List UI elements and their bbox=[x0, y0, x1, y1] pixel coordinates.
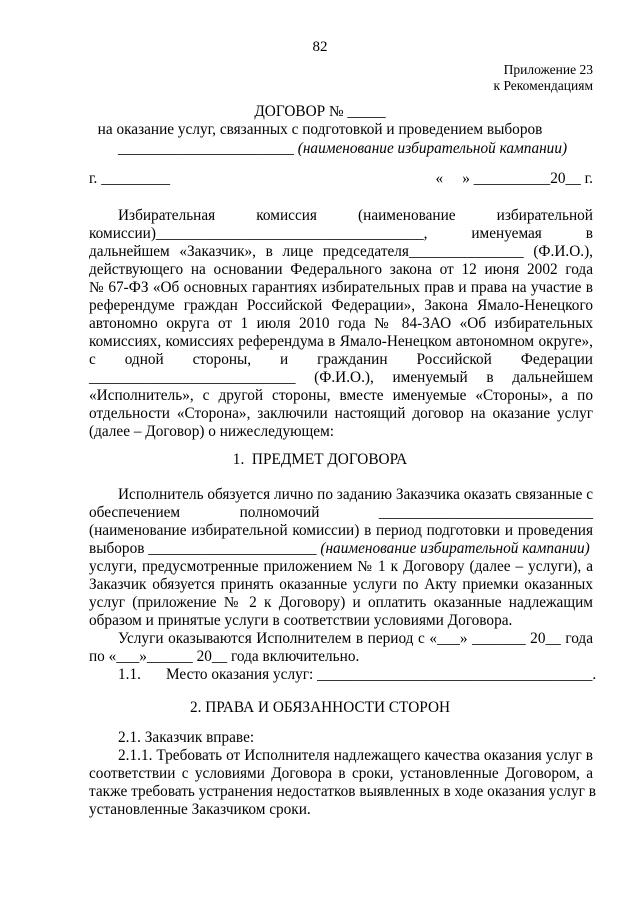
item-2-1-1-line: также требовать устранения недостатков выявленных в ходе оказания услуг в bbox=[89, 783, 596, 800]
section-1-line: обеспечением полномочий ____________________________ bbox=[89, 504, 593, 521]
services-period-line: Услуги оказываются Исполнителем в период с «___» _______ 20__ года bbox=[118, 630, 593, 647]
date-field: « » __________20__ г. bbox=[435, 170, 593, 187]
section-1-line: (наименование избирательной комиссии) в период подготовки и проведения bbox=[89, 522, 593, 539]
campaign-blank: _______________________ bbox=[118, 140, 294, 157]
campaign-hint: (наименование избирательной кампании) bbox=[297, 140, 568, 157]
elections-blank: ______________________ bbox=[148, 540, 317, 557]
intro-line: действующего на основании Федерального закона от 12 июня 2002 года bbox=[89, 261, 593, 278]
intro-line: референдуме граждан Российской Федерации», Закона Ямало-Ненецкого bbox=[89, 297, 593, 314]
intro-line: отдельности «Сторона», заключили настоящий договор на оказание услуг bbox=[89, 405, 593, 422]
item-2-1-1-line: соответствии с условиями Договора в сроки, установленные Договором, а bbox=[89, 765, 593, 782]
intro-line: комиссиях, комиссиях референдума в Ямало-Ненецком автономном округе», bbox=[89, 333, 593, 350]
section-1-line: Заказчик обязуется принять оказанные услуги по Акту приемки оказанных bbox=[89, 576, 593, 593]
item-2-1-1-line: установленные Заказчиком сроки. bbox=[89, 801, 311, 818]
section-1-line: услуг (приложение № 2 к Договору) и оплатить оказанные надлежащим bbox=[89, 594, 593, 611]
intro-line: (далее – Договор) о нижеследующем: bbox=[89, 423, 335, 440]
intro-line: № 67-ФЗ «Об основных гарантиях избирательных прав и права на участие в bbox=[89, 279, 593, 296]
contract-subtitle: на оказание услуг, связанных с подготовкой и проведением выборов bbox=[97, 121, 543, 138]
section-1-title: 1. ПРЕДМЕТ ДОГОВОРА bbox=[232, 451, 408, 468]
section-1-line: услуги, предусмотренные приложением № 1 к Договору (далее – услуги), а bbox=[89, 558, 593, 575]
intro-line: Избирательная комиссия (наименование избирательной bbox=[118, 207, 593, 224]
section-1-line: Исполнитель обязуется лично по заданию Заказчика оказать связанные с bbox=[118, 486, 593, 503]
elections-word: выборов bbox=[89, 540, 145, 557]
appendix-line-1: Приложение 23 bbox=[503, 62, 593, 77]
intro-line: «Исполнитель», с другой стороны, вместе именуемые «Стороны», а по bbox=[89, 387, 593, 404]
intro-line: ___________________________ (Ф.И.О.), именуемый в дальнейшем bbox=[89, 369, 593, 386]
contract-title: ДОГОВОР № _____ bbox=[254, 103, 386, 120]
elections-hint: (наименование избирательной кампании) bbox=[320, 540, 590, 557]
campaign-line bbox=[118, 140, 567, 158]
services-period-line: по «___»______ 20__ года включительно. bbox=[89, 648, 360, 665]
page-number: 82 bbox=[312, 39, 328, 55]
city-field: г. _________ bbox=[89, 170, 171, 187]
section-1-elections-line bbox=[89, 540, 590, 558]
item-1-1-number: 1.1. bbox=[118, 666, 141, 683]
intro-line: дальнейшем «Заказчик», в лице председателя_______________ (Ф.И.О.), bbox=[89, 243, 593, 260]
intro-line: с одной стороны, и гражданин Российской Федерации bbox=[89, 351, 593, 368]
item-1-1-text: Место оказания услуг: ____________________________________. bbox=[166, 666, 597, 683]
appendix-line-2: к Рекомендациям bbox=[493, 78, 593, 93]
section-1-line: образом и принятые услуги в соответствии условиями Договора. bbox=[89, 612, 513, 629]
item-2-1-1-line: 2.1.1. Требовать от Исполнителя надлежащего качества оказания услуг в bbox=[118, 747, 593, 764]
item-2-1: 2.1. Заказчик вправе: bbox=[118, 729, 255, 746]
intro-line: автономно округа от 1 июля 2010 года № 84-ЗАО «Об избирательных bbox=[89, 315, 593, 332]
intro-line: комиссии)___________________________________, именуемая в bbox=[89, 225, 593, 242]
section-2-title: 2. ПРАВА И ОБЯЗАННОСТИ СТОРОН bbox=[189, 699, 451, 716]
